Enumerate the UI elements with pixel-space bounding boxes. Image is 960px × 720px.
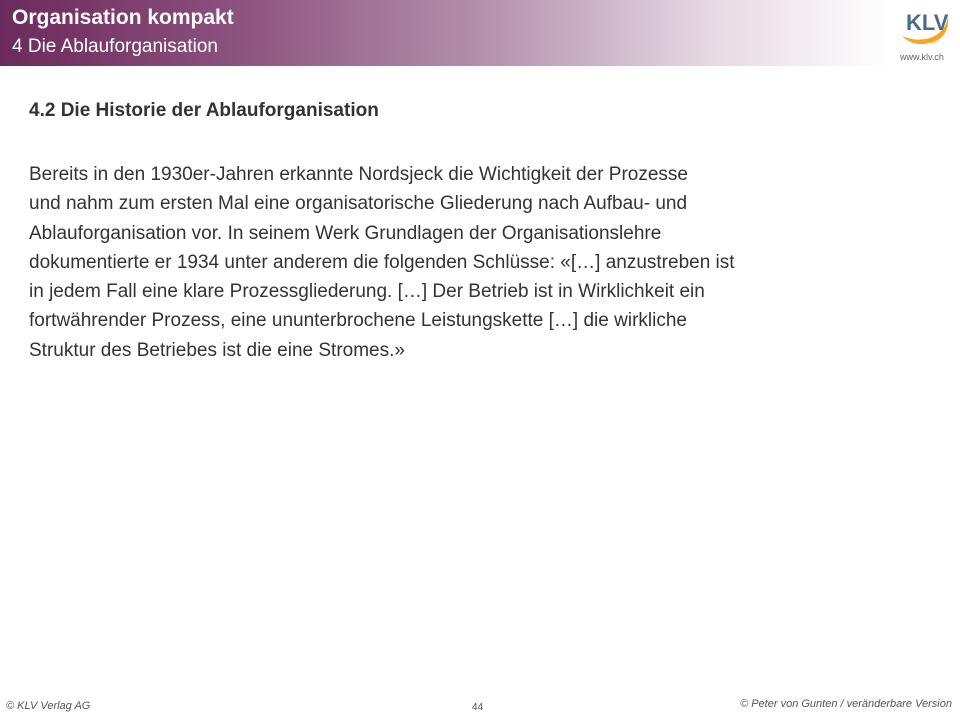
klv-swoosh-logo-icon [896,2,956,52]
paragraph-line: und nahm zum ersten Mal eine organisatorische Gliederung nach Aufbau- und [29,193,688,215]
footer-author: © Peter von Gunten / veränderbare Version [740,698,952,710]
chapter-title: 4 Die Ablauforganisation [12,36,218,57]
paragraph-line: Ablauforganisation vor. In seinem Werk Grundlagen der Organisationslehre [29,222,662,244]
logo-url: www.klv.ch [900,52,944,62]
footer-copyright: © KLV Verlag AG [6,700,91,712]
body-paragraph [29,160,929,365]
paragraph-line: in jedem Fall eine klare Prozessgliederung. […] Der Betrieb ist in Wirklichkeit ein [29,281,705,303]
page-number: 44 [472,702,484,713]
paragraph-line: dokumentierte er 1934 unter anderem die folgenden Schlüsse: «[…] anzustreben ist [29,251,735,273]
section-heading: 4.2 Die Historie der Ablauforganisation [29,100,379,121]
paragraph-line: Bereits in den 1930er-Jahren erkannte Nordsjeck die Wichtigkeit der Prozesse [29,164,688,185]
paragraph-line: Struktur des Betriebes ist die eine Stromes.» [29,339,405,361]
header-banner [0,0,890,66]
paragraph-line: fortwährender Prozess, eine ununterbrochene Leistungskette […] die wirkliche [29,310,687,332]
presentation-title: Organisation kompakt [12,6,234,29]
logo-text: KLV [906,10,949,35]
